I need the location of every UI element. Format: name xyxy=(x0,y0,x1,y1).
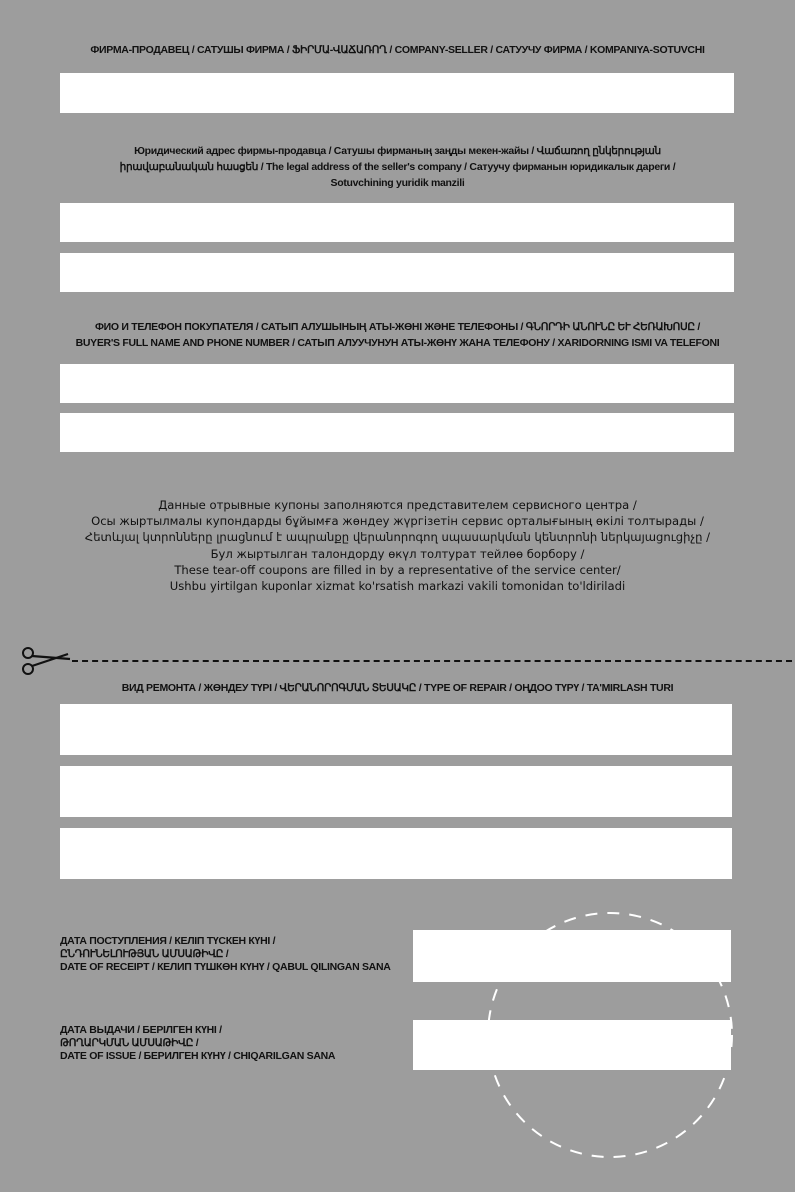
seller-heading: ФИРМА-ПРОДАВЕЦ / САТУШЫ ФИРМА / ՖԻՐՄԱ-ՎԱՃԱՌՈՂ / COMPANY-SELLER / САТУУЧУ ФИРМА / KOMPANIYA-SOTUVCHI xyxy=(90,44,705,56)
notice-line: Հետևյալ կտրոնները լրացնում է ապրանքը վերանորոգող սպասարկման կենտրոնի ներկայացուցիչը / xyxy=(84,530,711,545)
address-field-1[interactable] xyxy=(60,203,734,242)
repair-field-3[interactable] xyxy=(60,828,732,879)
issue-label-line-3: DATE OF ISSUE / БЕРИЛГЕН КҮНҮ / CHIQARILGAN SANA xyxy=(60,1050,336,1062)
receipt-date-field[interactable] xyxy=(413,930,731,982)
buyer-field-2[interactable] xyxy=(60,413,734,452)
issue-label-line-2: ԹՈՂԱՐԿՄԱՆ ԱՄՍԱԹԻՎԸ / xyxy=(60,1037,199,1049)
address-heading xyxy=(0,143,795,191)
address-heading-line-1: Юридический адрес фирмы-продавца / Сатушы фирманың заңды мекен-жайы / Վաճառող ընկերության xyxy=(134,145,661,157)
repair-heading: ВИД РЕМОНТА / ЖӨНДЕУ ТҮРІ / ՎԵՐԱՆՈՐՈԳՄԱՆ ՏԵՍԱԿԸ / TYPE OF REPAIR / ОҢДОО ТҮРҮ / TA'MIRLASH TURI xyxy=(121,682,674,694)
scissors-icon xyxy=(20,645,72,677)
receipt-label-line-2: ԸՆԴՈՒՆԵԼՈՒԹՅԱՆ ԱՄՍԱԹԻՎԸ / xyxy=(60,948,229,960)
buyer-field-1[interactable] xyxy=(60,364,734,403)
receipt-label xyxy=(60,935,391,974)
cut-line xyxy=(72,660,792,662)
buyer-heading-line-1: ФИО И ТЕЛЕФОН ПОКУПАТЕЛЯ / САТЫП АЛУШЫНЫҢ АТЫ-ЖӨНІ ЖӘНЕ ТЕЛЕФОНЫ / ԳՆՈՐԴԻ ԱՆՈՒՆԸ ԵՒ ՀԵՌԱԽՈՍԸ / xyxy=(95,321,700,333)
repair-field-2[interactable] xyxy=(60,766,732,817)
buyer-heading-line-2: BUYER'S FULL NAME AND PHONE NUMBER / САТЫП АЛУУЧУНУН АТЫ-ЖӨНҮ ЖАНА ТЕЛЕФОНУ / XARIDORNING ISMI VA TELEFONI xyxy=(75,337,720,349)
tear-off-notice xyxy=(40,497,755,594)
notice-line: Данные отрывные купоны заполняются представителем сервисного центра / xyxy=(158,498,637,512)
issue-label-line-1: ДАТА ВЫДАЧИ / БЕРІЛГЕН КҮНІ / xyxy=(60,1024,222,1036)
receipt-label-line-3: DATE OF RECEIPT / КЕЛИП ТҮШКӨН КҮНҮ / QABUL QILINGAN SANA xyxy=(60,961,391,973)
buyer-heading xyxy=(0,319,795,351)
notice-line: These tear-off coupons are filled in by a representative of the service center/ xyxy=(174,562,621,577)
issue-date-field[interactable] xyxy=(413,1020,731,1070)
receipt-label-line-1: ДАТА ПОСТУПЛЕНИЯ / КЕЛІП ТҮСКЕН КҮНІ / xyxy=(60,935,276,947)
notice-line: Бул жыртылган талондорду өкүл толтурат тейлөө борбору / xyxy=(210,546,585,561)
seller-field[interactable] xyxy=(60,73,734,113)
repair-field-1[interactable] xyxy=(60,704,732,755)
notice-line: Осы жыртылмалы купондарды бұйымға жөндеу жүргізетін сервис орталығының өкілі толтырады / xyxy=(91,514,704,529)
notice-line: Ushbu yirtilgan kuponlar xizmat ko'rsatish markazi vakili tomonidan to'ldiriladi xyxy=(169,579,626,594)
address-field-2[interactable] xyxy=(60,253,734,292)
address-heading-line-3: Sotuvchining yuridik manzili xyxy=(330,177,465,189)
address-heading-line-2: իրավաբանական հասցեն / The legal address of the seller's company / Сатуучу фирманын юридикалык дареги / xyxy=(119,161,676,173)
issue-label xyxy=(60,1024,335,1063)
